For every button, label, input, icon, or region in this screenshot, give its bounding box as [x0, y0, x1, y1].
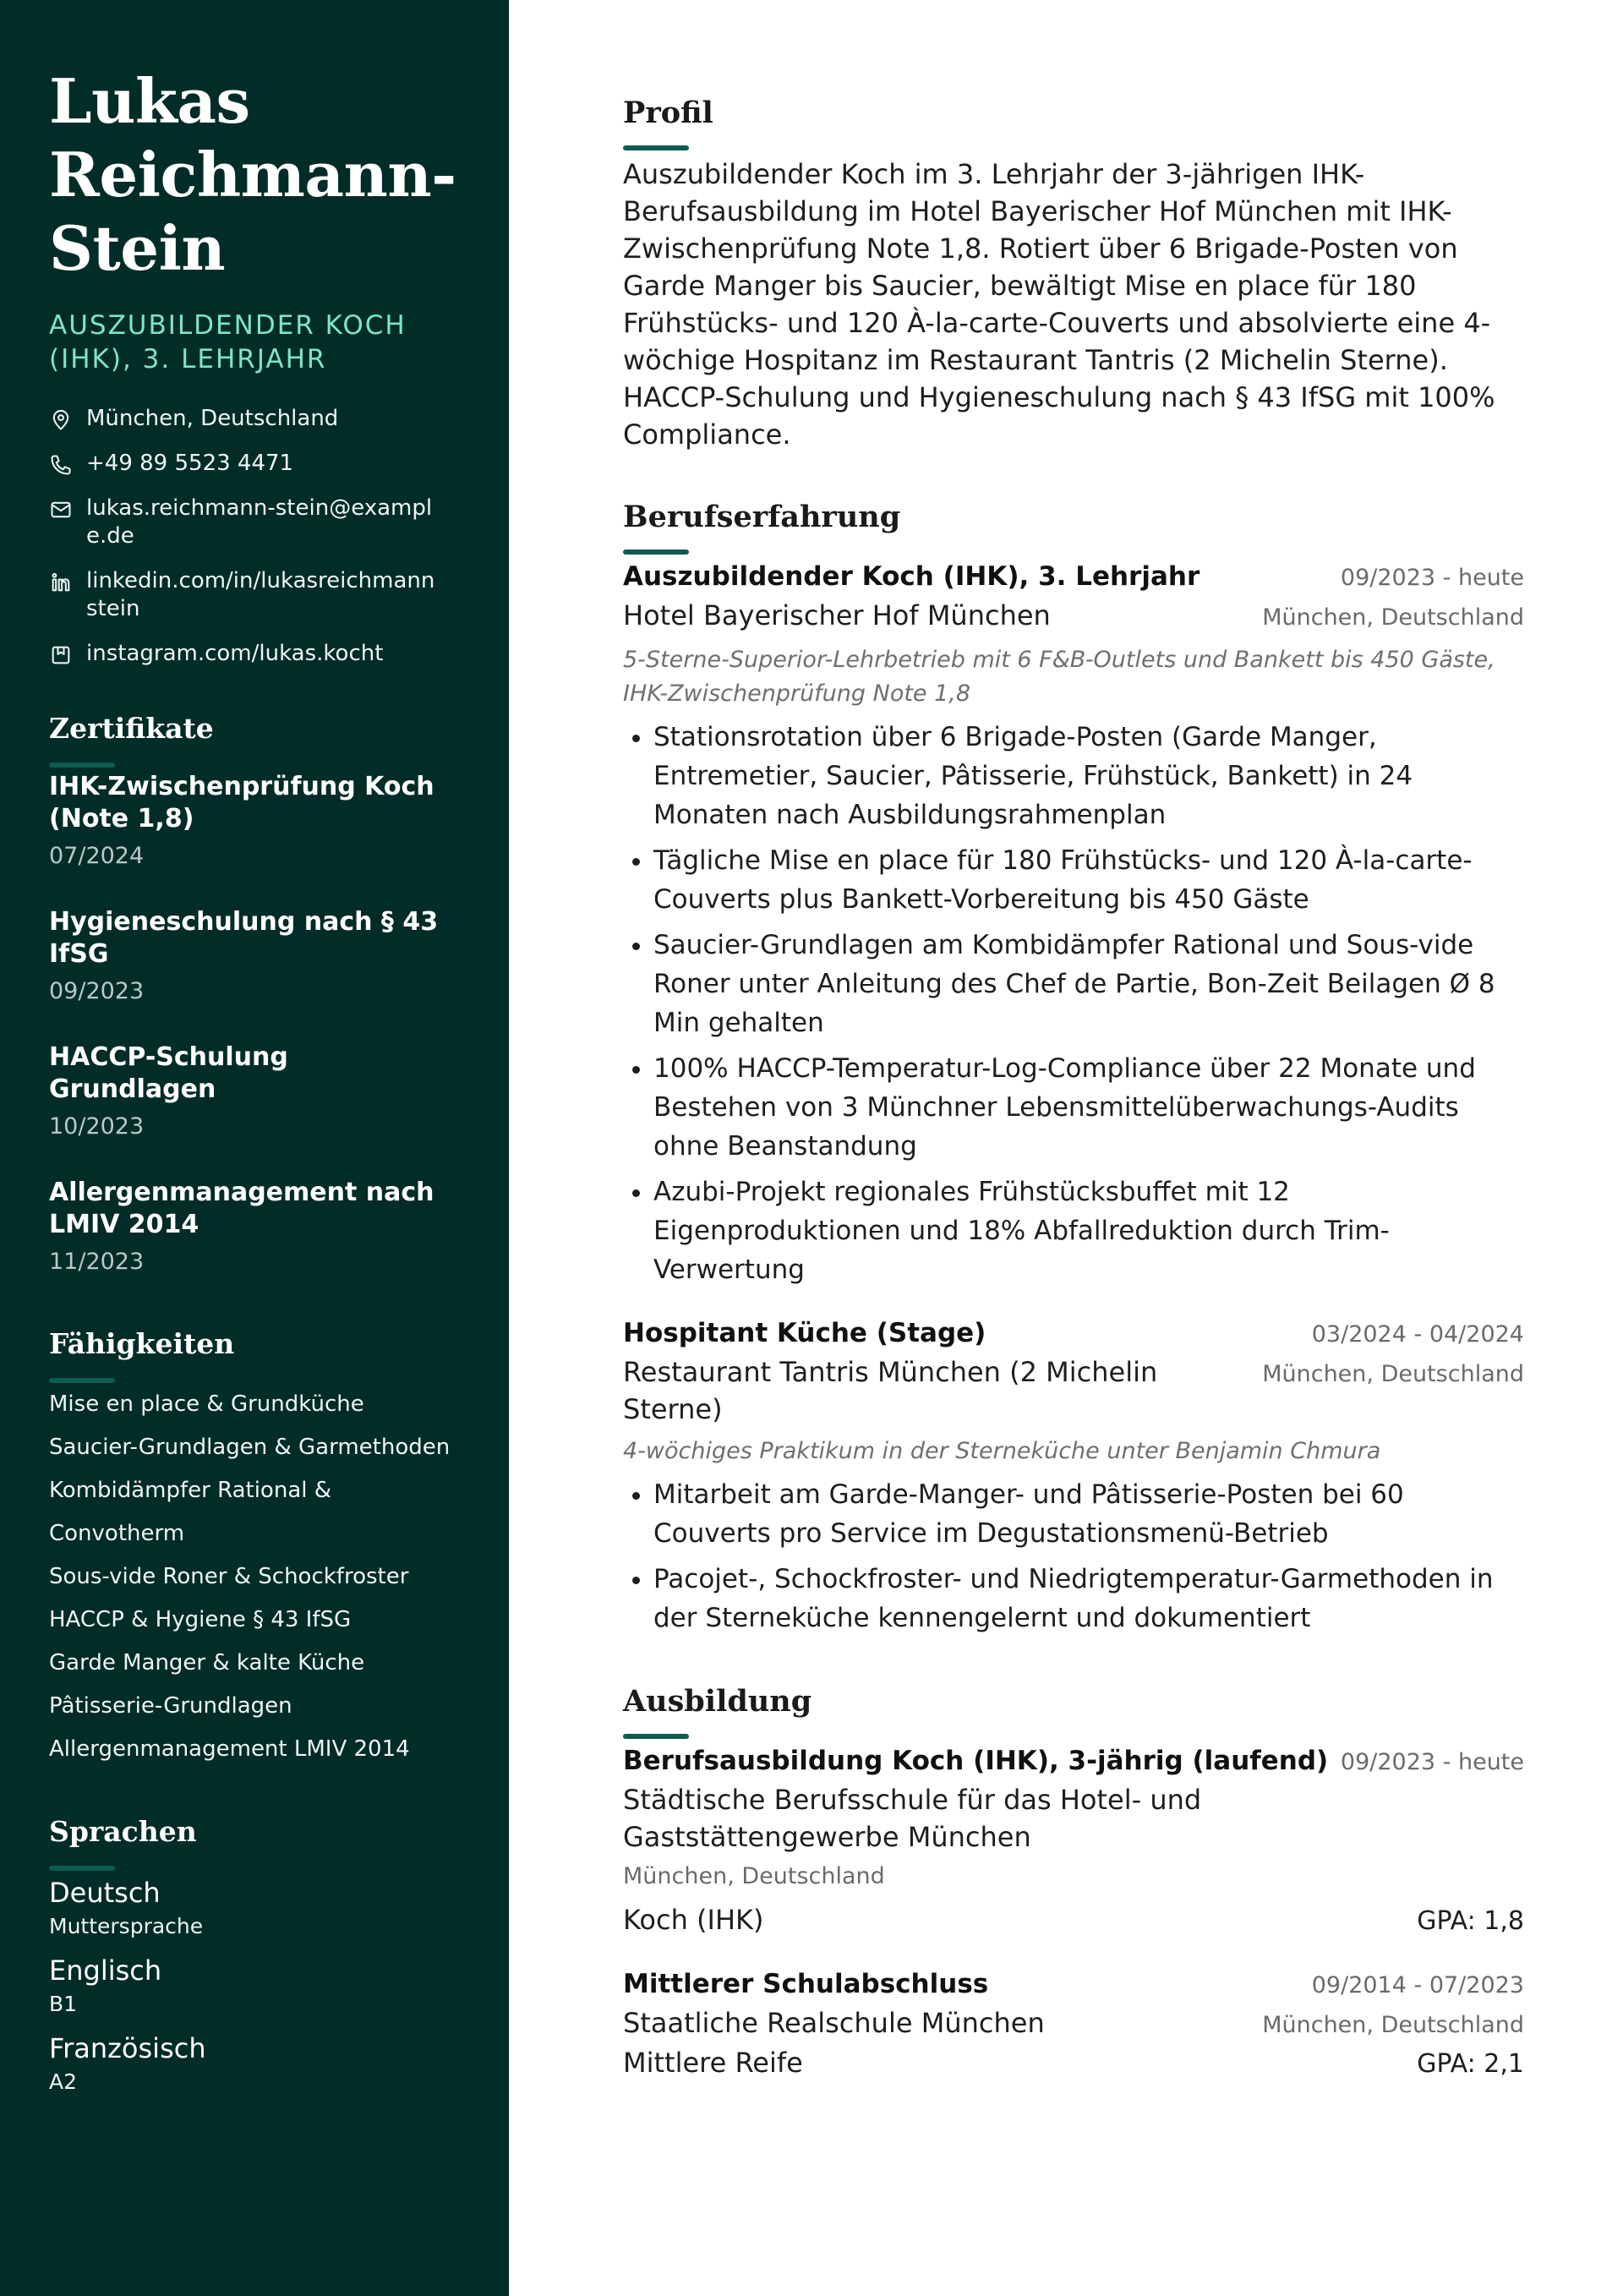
certificates-heading: Zertifikate — [49, 712, 214, 745]
skill-item: HACCP & Hygiene § 43 IfSG — [49, 1607, 352, 1632]
contact-phone-text[interactable]: +49 89 5523 4471 — [86, 451, 294, 476]
certificate-title: Hygieneschulung nach § 43 IfSG — [49, 907, 439, 969]
entry-gpa: GPA: 1,8 — [1417, 1906, 1524, 1936]
job-title: AUSZUBILDENDER KOCH (IHK), 3. LEHRJAHR — [49, 310, 407, 374]
certificate-title: HACCP-Schulung Grundlagen — [49, 1042, 288, 1104]
certificate-title: Allergenmanagement nach LMIV 2014 — [49, 1178, 434, 1239]
location-icon — [49, 408, 73, 432]
skill-item: Saucier-Grundlagen & Garmethoden — [49, 1435, 451, 1460]
entry-title: Mittlerer Schulabschluss — [623, 1969, 989, 1999]
entry-location: München, Deutschland — [1262, 2012, 1524, 2038]
bullet-item: • Pacojet-, Schockfroster- und Niedrigtemperatur-Garmethoden in der Sterneküche kennengelernt und dokumentiert — [653, 1560, 1524, 1637]
skills-list — [49, 1383, 462, 1771]
entry-organization: Staatliche Realschule München — [623, 2007, 1045, 2039]
experience-entry — [623, 1315, 1524, 1637]
entry-location: München, Deutschland — [623, 1863, 885, 1889]
entry-date: 09/2014 - 07/2023 — [1311, 1972, 1524, 1998]
certificate-date: 07/2024 — [49, 843, 145, 869]
entry-degree: Mittlere Reife — [623, 2047, 803, 2079]
contact-email[interactable] — [49, 495, 462, 550]
section-divider — [623, 1734, 689, 1739]
bullet-item: • Stationsrotation über 6 Brigade-Posten (Garde Manger, Entremetier, Saucier, Pâtisserie, Frühstück, Bankett) in 24 Monaten nach Ausbildungsrahmenplan — [653, 718, 1524, 834]
education-heading: Ausbildung — [623, 1684, 812, 1719]
entry-title: Hospitant Küche (Stage) — [623, 1318, 986, 1348]
contact-instagram-text[interactable]: instagram.com/lukas.kocht — [86, 641, 384, 666]
education-entry — [623, 1742, 1524, 1940]
certificate-date: 10/2023 — [49, 1113, 145, 1140]
education-entry — [623, 1965, 1524, 2083]
profile-text: Auszubildender Koch im 3. Lehrjahr der 3-jährigen IHK-Berufsausbildung im Hotel Bayerischer Hof München mit IHK-Zwischenprüfung Note 1,8. Rotiert über 6 Brigade-Posten von Garde Manger bis Saucier, bewältigt Mise en place für 180 Frühstücks- und 120 À-la-carte-Couverts und absolvierte eine 4-wöchige Hospitanz im Restaurant Tantris (2 Michelin Sterne). HACCP-Schulung und Hygieneschulung nach § 43 IfSG mit 100% Compliance. — [623, 158, 1495, 451]
skill-item: Allergenmanagement LMIV 2014 — [49, 1736, 410, 1762]
language-name: Französisch — [49, 2032, 206, 2064]
entry-location: München, Deutschland — [1262, 1361, 1524, 1387]
certificate-date: 09/2023 — [49, 978, 145, 1004]
language-level: A2 — [49, 2069, 78, 2094]
entry-date: 03/2024 - 04/2024 — [1311, 1321, 1524, 1348]
bullet-item: • Tägliche Mise en place für 180 Frühstücks- und 120 À-la-carte-Couverts plus Bankett-Vorbereitung bis 450 Gäste — [653, 841, 1524, 919]
bullet-item: • 100% HACCP-Temperatur-Log-Compliance über 22 Monate und Bestehen von 3 Münchner Lebensmittelüberwachungs-Audits ohne Beanstandung — [653, 1049, 1524, 1166]
language-level: Muttersprache — [49, 1914, 204, 1938]
skills-heading: Fähigkeiten — [49, 1327, 235, 1360]
entry-bullets — [623, 1475, 1524, 1637]
section-divider — [49, 763, 115, 768]
sidebar — [0, 0, 509, 2296]
certificate-item — [49, 771, 462, 872]
skill-item: Sous-vide Roner & Schockfroster — [49, 1564, 409, 1589]
entry-description: 5-Sterne-Superior-Lehrbetrieb mit 6 F&B-Outlets und Bankett bis 450 Gäste, IHK-Zwischenprüfung Note 1,8 — [623, 647, 1495, 707]
entry-date: 09/2023 - heute — [1340, 1749, 1524, 1775]
linkedin-icon — [49, 571, 73, 594]
entry-title: Berufsausbildung Koch (IHK), 3-jährig (laufend) — [623, 1746, 1329, 1776]
instagram-icon — [49, 643, 73, 667]
contact-phone[interactable] — [49, 450, 462, 478]
contact-location-text: München, Deutschland — [86, 406, 339, 431]
email-icon — [49, 498, 73, 522]
entry-location: München, Deutschland — [1262, 604, 1524, 631]
contact-instagram[interactable] — [49, 640, 462, 668]
education-section — [623, 1681, 1524, 2083]
skill-item: Pâtisserie-Grundlagen — [49, 1693, 292, 1719]
languages-list — [49, 1874, 462, 2097]
entry-organization: Restaurant Tantris München (2 Michelin Sterne) — [623, 1356, 1158, 1425]
certificate-item — [49, 1041, 462, 1143]
skill-item: Kombidämpfer Rational & Convotherm — [49, 1478, 332, 1546]
bullet-item: • Azubi-Projekt regionales Frühstücksbuffet mit 12 Eigenproduktionen und 18% Abfallreduktion durch Trim-Verwertung — [653, 1173, 1524, 1289]
skill-item: Mise en place & Grundküche — [49, 1391, 364, 1417]
language-name: Deutsch — [49, 1877, 161, 1909]
language-level: B1 — [49, 1992, 78, 2016]
experience-heading: Berufserfahrung — [623, 500, 901, 534]
bullet-item: • Mitarbeit am Garde-Manger- und Pâtisserie-Posten bei 60 Couverts pro Service im Degustationsmenü-Betrieb — [653, 1475, 1524, 1553]
experience-section — [623, 497, 1524, 1637]
entry-degree: Koch (IHK) — [623, 1904, 764, 1936]
contact-email-text[interactable]: lukas.reichmann-stein@example.de — [86, 495, 433, 549]
main-content — [623, 93, 1524, 2083]
candidate-name: Lukas Reichmann-Stein — [49, 65, 456, 284]
contact-location — [49, 405, 462, 433]
profile-heading: Profil — [623, 96, 713, 130]
contact-linkedin[interactable] — [49, 567, 462, 623]
entry-organization: Hotel Bayerischer Hof München — [623, 599, 1051, 631]
bullet-item: • Saucier-Grundlagen am Kombidämpfer Rational und Sous-vide Roner unter Anleitung des Chef de Partie, Bon-Zeit Beilagen Ø 8 Min gehalten — [653, 926, 1524, 1042]
certificate-item — [49, 906, 462, 1008]
languages-heading: Sprachen — [49, 1815, 197, 1848]
entry-bullets — [623, 718, 1524, 1289]
skill-item: Garde Manger & kalte Küche — [49, 1650, 365, 1676]
section-divider — [49, 1866, 115, 1871]
entry-gpa: GPA: 2,1 — [1417, 2049, 1524, 2079]
language-name: Englisch — [49, 1954, 162, 1987]
experience-entry — [623, 558, 1524, 1289]
phone-icon — [49, 453, 73, 477]
certificate-title: IHK-Zwischenprüfung Koch (Note 1,8) — [49, 772, 434, 834]
entry-organization: Städtische Berufsschule für das Hotel- und Gaststättengewerbe München — [623, 1784, 1202, 1853]
section-divider — [623, 549, 689, 555]
contact-linkedin-text[interactable]: linkedin.com/in/lukasreichmannstein — [86, 568, 435, 621]
entry-date: 09/2023 - heute — [1340, 565, 1524, 591]
entry-title: Auszubildender Koch (IHK), 3. Lehrjahr — [623, 561, 1200, 592]
contact-list — [49, 405, 462, 668]
certificate-date: 11/2023 — [49, 1249, 145, 1275]
profile-section — [623, 93, 1524, 453]
certificate-item — [49, 1177, 462, 1278]
entry-description: 4-wöchiges Praktikum in der Sterneküche unter Benjamin Chmura — [623, 1438, 1381, 1464]
section-divider — [623, 145, 689, 150]
